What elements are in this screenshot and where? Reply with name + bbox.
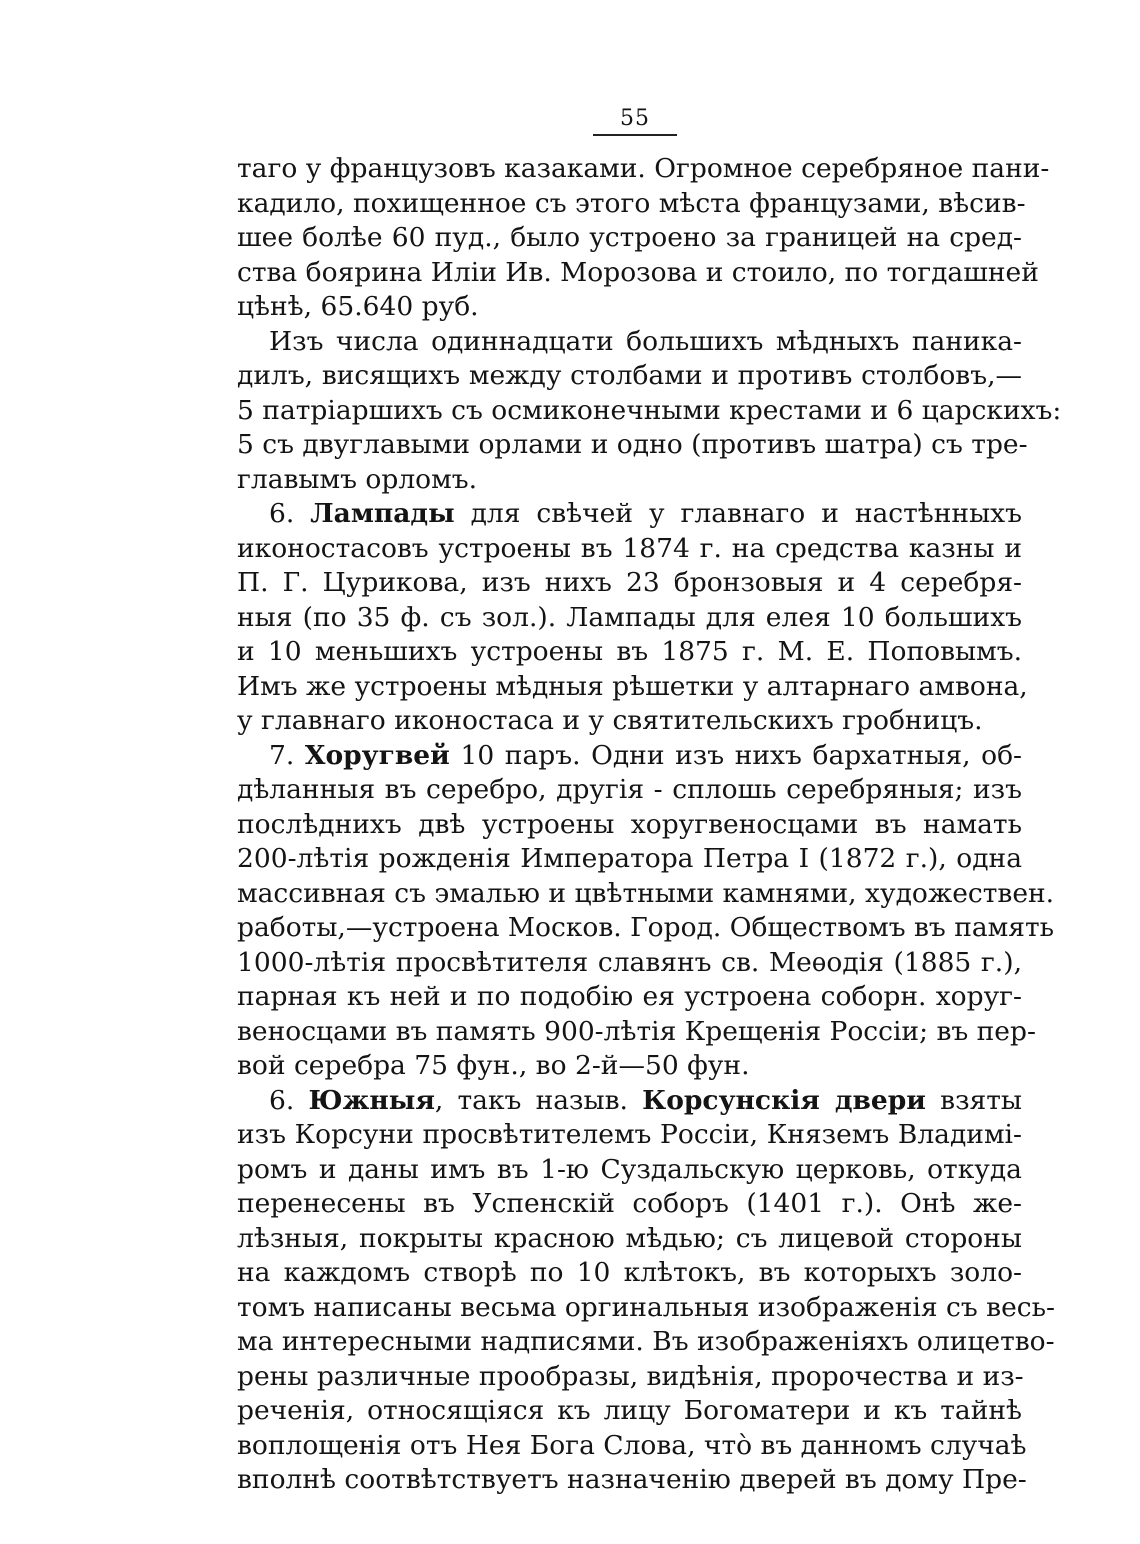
paragraph-eleven-candelabra	[237, 325, 1062, 498]
text-line: реченiя, относящiяся къ лицу Богоматери и къ тайнѣ	[237, 1395, 1022, 1426]
text-line: томъ написаны весьма оргинальныя изображенiя съ весь-	[237, 1291, 1055, 1323]
text-line: 1000-лѣтiя просвѣтителя славянъ св. Меѳодiя (1885 г.),	[237, 946, 1022, 978]
paragraph-candelabrum	[237, 152, 1050, 325]
paragraph-korsun-doors	[237, 1084, 1055, 1498]
text-line: дѣланныя въ серебро, другiя - сплошь серебряныя; изъ	[237, 774, 1022, 805]
item-number: 7.	[269, 739, 305, 771]
text-line: вполнѣ соотвѣтствуетъ назначенiю дверей въ дому Пре-	[237, 1464, 1027, 1495]
lead-text: 10 паръ. Одни изъ нихъ бархатныя, об-	[449, 739, 1022, 771]
text-line: у главнаго иконостаса и у святительскихъ гробницъ.	[237, 705, 983, 736]
body-text	[237, 152, 1062, 1498]
paragraph-lampady	[237, 497, 1028, 739]
text-line: на каждомъ створѣ по 10 клѣтокъ, въ которыхъ золо-	[237, 1257, 1022, 1288]
text-line-lead	[237, 739, 1022, 774]
text-line: Имъ же устроены мѣдныя рѣшетки у алтарнаго амвона,	[237, 670, 1028, 702]
page-number: 55	[620, 106, 650, 131]
text-line: таго у французовъ казаками. Огромное серебряное пани-	[237, 153, 1050, 184]
text-line: дилъ, висящихъ между столбами и противъ столбовъ,—	[237, 360, 1022, 391]
text-line: главымъ орломъ.	[237, 463, 478, 495]
text-line: ства боярина Илiи Ив. Морозова и стоило, по тогдашней	[237, 256, 1039, 288]
text-line: и 10 меньшихъ устроены въ 1875 г. М. Е. Поповымъ.	[237, 636, 1022, 667]
text-line: ма интересными надписями. Въ изображенiяхъ олицетво-	[237, 1326, 1055, 1357]
item-heading-lampady: Лампады	[310, 498, 455, 529]
text-line: кадило, похищенное съ этого мѣста французами, вѣсив-	[237, 187, 1026, 219]
text-line: ромъ и даны имъ въ 1-ю Суздальскую церковь, откуда	[237, 1153, 1022, 1185]
text-line-lead	[237, 497, 1022, 532]
text-line: массивная съ эмалью и цвѣтными камнями, художествен.	[237, 877, 1055, 909]
page-number-rule	[593, 134, 677, 136]
text-line: П. Г. Цурикова, изъ нихъ 23 бронзовыя и 4 серебря-	[237, 567, 1022, 598]
lead-text: взяты	[925, 1084, 1022, 1116]
paragraph-khorugvei	[237, 739, 1055, 1084]
item-heading-korsun-doors: Корсунскiя двери	[642, 1084, 926, 1116]
text-line: вой серебра 75 фун., во 2-й—50 фун.	[237, 1050, 750, 1081]
text-line: веносцами въ память 900-лѣтiя Крещенiя Россiи; въ пер-	[237, 1015, 1036, 1047]
text-line: послѣднихъ двѣ устроены хоругвеносцами въ намать	[237, 808, 1022, 840]
text-line: воплощенiя отъ Нея Бога Слова, чтò въ данномъ случаѣ	[237, 1429, 1027, 1461]
lead-text: для свѣчей у главнаго и настѣнныхъ	[454, 498, 1022, 529]
text-line: изъ Корсуни просвѣтителемъ Россiи, Княземъ Владимi-	[237, 1119, 1022, 1150]
text-line: ныя (по 35 ф. съ зол.). Лампады для елея 10 большихъ	[237, 601, 1022, 633]
item-heading-khorugvei: Хоругвей	[304, 739, 450, 771]
text-line: 200-лѣтiя рожденiя Императора Петра I (1872 г.), одна	[237, 843, 1022, 874]
text-line: цѣнѣ, 65.640 руб.	[237, 291, 479, 322]
item-heading-yuzhnyya: Южныя	[308, 1084, 435, 1116]
text-line: 5 съ двуглавыми орлами и одно (противъ шатра) съ тре-	[237, 429, 1028, 460]
text-line: 5 патрiаршихъ съ осмиконечными крестами и 6 царскихъ:	[237, 394, 1062, 426]
text-line: перенесены въ Успенскiй соборъ (1401 г.). Онѣ же-	[237, 1188, 1022, 1219]
text-line: работы,—устроена Москов. Город. Обществомъ въ память	[237, 912, 1055, 943]
text-line: Изъ числа одиннадцати большихъ мѣдныхъ паника-	[269, 325, 1022, 357]
text-line: шее болѣе 60 пуд., было устроено за границей на сред-	[237, 222, 1022, 253]
text-line: иконостасовъ устроены въ 1874 г. на средства казны и	[237, 532, 1022, 564]
text-line: лѣзныя, покрыты красною мѣдью; съ лицевой стороны	[237, 1222, 1022, 1254]
text-line: рены различные прообразы, видѣнiя, пророчества и из-	[237, 1360, 1024, 1392]
text-line: парная къ ней и по подобiю ея устроена соборн. хоруг-	[237, 981, 1022, 1012]
item-number: 6.	[269, 1084, 309, 1116]
text-line-lead	[237, 1084, 1022, 1119]
item-number: 6.	[269, 498, 311, 529]
lead-text: , такъ назыв.	[434, 1084, 643, 1116]
